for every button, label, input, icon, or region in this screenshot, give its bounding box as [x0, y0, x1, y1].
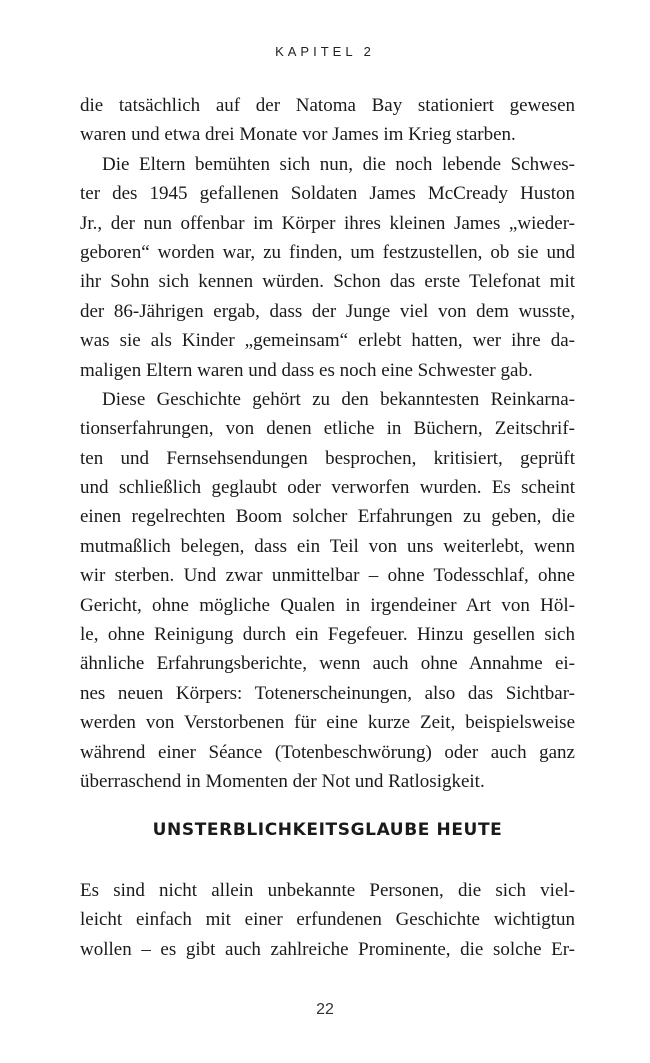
text-line: nes neuen Körpers: Totenerscheinungen, also das Sichtbar- [80, 682, 575, 704]
section-body-text [80, 876, 575, 964]
text-line: Jr., der nun offenbar im Körper ihres kleinen James „wieder- [80, 212, 575, 234]
text-line: Diese Geschichte gehört zu den bekanntesten Reinkarna- [102, 388, 575, 410]
text-line: Gericht, ohne mögliche Qualen in irgendeiner Art von Höl- [80, 594, 575, 616]
text-line: während einer Séance (Totenbeschwörung) oder auch ganz [80, 741, 575, 763]
text-line: leicht einfach mit einer erfundenen Geschichte wichtigtun [80, 909, 575, 931]
paragraph [80, 150, 575, 385]
text-line: der 86-Jährigen ergab, dass der Junge viel von dem wusste, [80, 300, 575, 322]
text-line: und schließlich geglaubt oder verworfen wurden. Es scheint [80, 477, 575, 499]
text-line: wollen – es gibt auch zahlreiche Prominente, die solche Er- [80, 938, 575, 960]
paragraph [80, 876, 575, 964]
paragraph [80, 385, 575, 796]
text-line: mutmaßlich belegen, dass ein Teil von uns weiterlebt, wenn [80, 535, 575, 557]
text-line: waren und etwa drei Monate vor James im Krieg starben. [80, 124, 516, 146]
text-line: ten und Fernsehsendungen besprochen, kritisiert, geprüft [80, 447, 575, 469]
body-text [80, 91, 575, 796]
text-line: überraschend in Momenten der Not und Ratlosigkeit. [80, 770, 485, 792]
text-line: maligen Eltern waren und dass es noch eine Schwester gab. [80, 359, 533, 381]
text-line: le, ohne Reinigung durch ein Fegefeuer. Hinzu gesellen sich [80, 624, 575, 646]
running-head: KAPITEL 2 [275, 44, 375, 59]
text-line: einen regelrechten Boom solcher Erfahrungen zu geben, die [80, 506, 575, 528]
text-line: geboren“ worden war, zu finden, um festzustellen, ob sie und [80, 241, 575, 263]
text-line: Die Eltern bemühten sich nun, die noch lebende Schwes- [102, 153, 575, 175]
text-line: ihr Sohn sich kennen würden. Schon das erste Telefonat mit [80, 271, 575, 293]
text-line: ter des 1945 gefallenen Soldaten James McCready Huston [80, 183, 575, 205]
section-heading: UNSTERBLICHKEITSGLAUBE HEUTE [152, 820, 503, 840]
text-line: was sie als Kinder „gemeinsam“ erlebt hatten, wer ihre da- [80, 330, 575, 352]
paragraph [80, 91, 575, 150]
text-line: werden von Verstorbenen für eine kurze Zeit, beispielsweise [80, 712, 575, 734]
text-line: wir sterben. Und zwar unmittelbar – ohne Todesschlaf, ohne [80, 565, 575, 587]
text-line: ähnliche Erfahrungsberichte, wenn auch ohne Annahme ei- [80, 653, 575, 675]
page-number: 22 [316, 1001, 334, 1018]
text-line: Es sind nicht allein unbekannte Personen, die sich viel- [80, 880, 575, 901]
text-line: tionserfahrungen, von denen etliche in Büchern, Zeitschrif- [80, 418, 575, 440]
text-line: die tatsächlich auf der Natoma Bay stationiert gewesen [80, 95, 575, 116]
